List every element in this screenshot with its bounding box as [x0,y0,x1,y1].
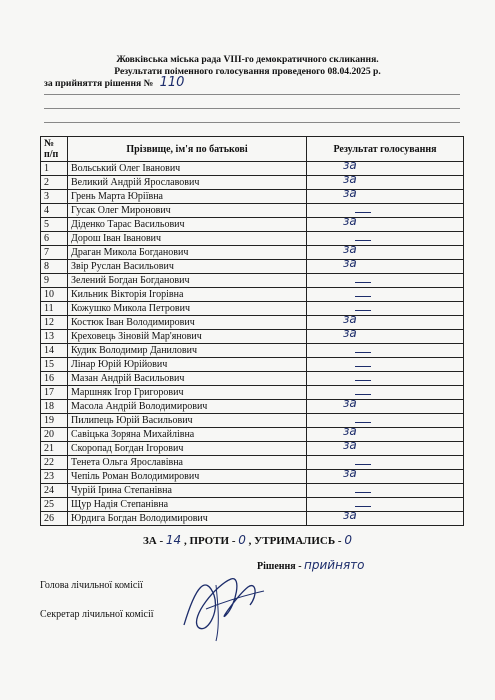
deputy-name: Тенета Ольга Ярославівна [68,456,307,470]
deputy-name: Кильник Вікторія Ігорівна [68,288,307,302]
table-row [41,442,464,456]
table-row [41,246,464,260]
row-number: 25 [41,498,68,512]
row-number: 22 [41,456,68,470]
deputy-name: Лінар Юрій Юрійович [68,358,307,372]
table-row [41,470,464,484]
deputy-name: Масола Андрій Володимирович [68,400,307,414]
row-number: 16 [41,372,68,386]
ruled-line [44,122,460,123]
row-number: 24 [41,484,68,498]
for-label: ЗА - [143,535,164,547]
header-result: Результат голосування [307,137,464,162]
row-number: 3 [41,190,68,204]
vote-result [307,456,464,470]
deputy-name: Дорош Іван Іванович [68,232,307,246]
vote-result [307,186,464,204]
table-header-row [41,137,464,162]
vote-result [307,386,464,400]
vote-result [307,438,464,456]
handwritten-vote: за [343,312,357,326]
ruled-line [44,108,460,109]
deputy-name: Діденко Тарас Васильович [68,218,307,232]
handwritten-vote: за [343,186,357,200]
table-row [41,190,464,204]
dash-mark [355,506,371,507]
dash-mark [355,492,371,493]
deputy-name: Юрдига Богдан Володимирович [68,512,307,526]
vote-result [307,158,464,176]
row-number: 4 [41,204,68,218]
table-row [41,316,464,330]
dash-mark [355,394,371,395]
row-number: 9 [41,274,68,288]
table-row [41,274,464,288]
against-label: , ПРОТИ - [183,535,236,547]
row-number: 11 [41,302,68,316]
dash-mark [355,310,371,311]
row-number: 23 [41,470,68,484]
row-number: 17 [41,386,68,400]
vote-table [40,136,464,526]
deputy-name: Креховець Зіновій Мар'янович [68,330,307,344]
deputy-name: Скоропад Богдан Ігорович [68,442,307,456]
vote-result [307,256,464,274]
row-number: 7 [41,246,68,260]
table-row [41,400,464,414]
table-row [41,372,464,386]
vote-result [307,172,464,190]
vote-result [307,396,464,414]
deputy-name: Щур Надія Степанівна [68,498,307,512]
table-row [41,162,464,176]
vote-result [307,414,464,428]
vote-result [307,358,464,372]
deputy-name: Пилипець Юрій Васильович [68,414,307,428]
table-row [41,414,464,428]
handwritten-vote: за [343,172,357,186]
deputy-name: Савіцька Зоряна Михайлівна [68,428,307,442]
vote-result [307,372,464,386]
chair-label: Голова лічильної комісії [40,580,143,591]
deputy-name: Костюк Іван Володимирович [68,316,307,330]
vote-result [307,344,464,358]
deputy-name: Зелений Богдан Богданович [68,274,307,288]
row-number: 2 [41,176,68,190]
deputy-name: Гусак Олег Миронович [68,204,307,218]
dash-mark [355,212,371,213]
deputy-name: Звір Руслан Васильович [68,260,307,274]
row-number: 10 [41,288,68,302]
dash-mark [355,282,371,283]
table-row [41,484,464,498]
decision-line [44,75,184,90]
table-row [41,428,464,442]
handwritten-vote: за [343,438,357,452]
vote-result [307,424,464,442]
vote-result [307,326,464,344]
table-row [41,204,464,218]
vote-result [307,312,464,330]
handwritten-vote: за [343,256,357,270]
row-number: 13 [41,330,68,344]
vote-result [307,302,464,316]
handwritten-vote: за [343,158,357,172]
dash-mark [355,464,371,465]
deputy-name: Маршняк Ігор Григорович [68,386,307,400]
handwritten-vote: за [343,214,357,228]
vote-results-title: Результати поіменного голосування проведеного 08.04.2025 р. [114,66,381,77]
abstain-value: 0 [344,533,352,547]
vote-result [307,204,464,218]
row-number: 6 [41,232,68,246]
handwritten-vote: за [343,508,357,522]
handwritten-vote: за [343,466,357,480]
dash-mark [355,352,371,353]
vote-result [307,274,464,288]
row-number: 21 [41,442,68,456]
table-row [41,358,464,372]
table-row [41,288,464,302]
row-number: 20 [41,428,68,442]
deputy-name: Чурій Ірина Степанівна [68,484,307,498]
vote-result [307,484,464,498]
header-num: № п/п [41,137,68,162]
table-row [41,218,464,232]
table-row [41,456,464,470]
deputy-name: Драган Микола Богданович [68,246,307,260]
row-number: 15 [41,358,68,372]
abstain-label: , УТРИМАЛИСЬ - [248,535,342,547]
result-label: Рішення - [257,561,302,572]
table-row [41,344,464,358]
deputy-name: Вольський Олег Іванович [68,162,307,176]
table-row [41,512,464,526]
handwritten-vote: за [343,424,357,438]
handwritten-vote: за [343,326,357,340]
vote-totals [143,533,352,547]
vote-result [307,466,464,484]
deputy-name: Мазан Андрій Васильович [68,372,307,386]
table-row [41,176,464,190]
row-number: 5 [41,218,68,232]
table-row [41,260,464,274]
vote-result [307,232,464,246]
dash-mark [355,240,371,241]
table-row [41,302,464,316]
table-row [41,386,464,400]
vote-result [307,242,464,260]
row-number: 1 [41,162,68,176]
council-title: Жовківська міська рада VIII-го демократичного скликання. [116,54,379,65]
decision-result [257,558,365,572]
deputy-name: Чепіль Роман Володимирович [68,470,307,484]
handwritten-vote: за [343,396,357,410]
vote-result [307,214,464,232]
table-row [41,498,464,512]
dash-mark [355,296,371,297]
header-name: Прізвище, ім'я по батькові [68,137,307,162]
deputy-name: Великий Андрій Ярославович [68,176,307,190]
deputy-name: Кудик Володимир Данилович [68,344,307,358]
for-value: 14 [165,533,182,547]
deputy-name: Кожушко Микола Петрович [68,302,307,316]
dash-mark [355,380,371,381]
secretary-label: Секретар лічильної комісії [40,609,154,620]
handwritten-vote: за [343,242,357,256]
table-row [41,232,464,246]
decision-number: 110 [159,75,185,90]
signature [176,565,266,643]
decision-label: за прийняття рішення № [44,78,154,89]
vote-result [307,498,464,512]
vote-result [307,508,464,526]
result-value: прийнято [304,558,365,572]
row-number: 14 [41,344,68,358]
row-number: 8 [41,260,68,274]
row-number: 12 [41,316,68,330]
vote-result [307,288,464,302]
dash-mark [355,366,371,367]
dash-mark [355,422,371,423]
row-number: 26 [41,512,68,526]
against-value: 0 [238,533,246,547]
row-number: 18 [41,400,68,414]
table-row [41,330,464,344]
row-number: 19 [41,414,68,428]
ruled-line [44,94,460,95]
deputy-name: Грень Марта Юріївна [68,190,307,204]
